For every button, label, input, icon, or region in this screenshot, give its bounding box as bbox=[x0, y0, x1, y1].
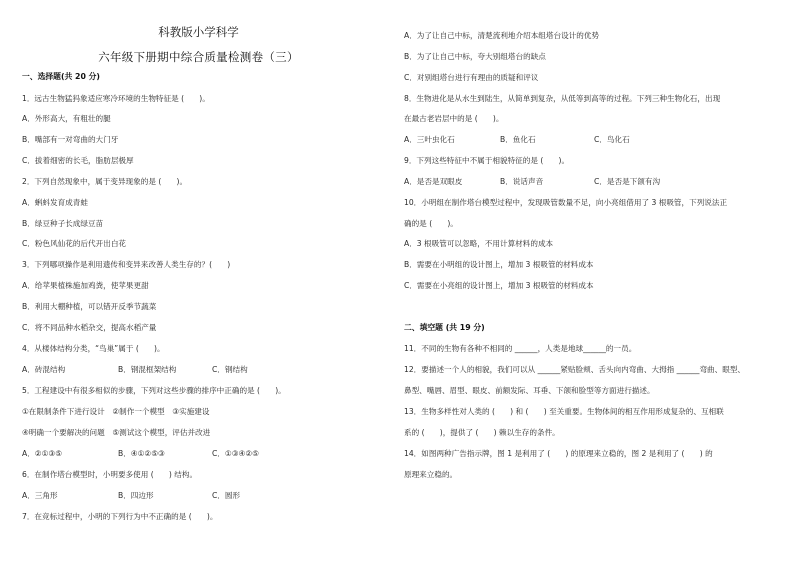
question-12-line-1: 12．要描述一个人的相貌，我们可以从 ______紧贴脸颊、舌头向内弯曲、大拇指 ______弯曲、眼型、 bbox=[404, 365, 746, 374]
q4-option-a: A．砖混结构 bbox=[22, 365, 66, 374]
question-8-line-1: 8．生物进化是从水生到陆生，从简单到复杂，从低等到高等的过程。下列三种生物化石，出现 bbox=[404, 94, 721, 103]
section-1-heading: 一、选择题(共 20 分) bbox=[22, 72, 100, 81]
question-9: 9．下列这些特征中不属于相貌特征的是 ( )。 bbox=[404, 156, 570, 165]
q1-option-b: B．嘴部有一对弯曲的大门牙 bbox=[22, 135, 119, 144]
exam-subtitle: 科教版小学科学 bbox=[158, 25, 239, 39]
question-12-line-2: 鼻型、嘴唇、眉型、眼皮、前额发际、耳垂、下颌和脸型等方面进行描述。 bbox=[404, 386, 655, 395]
q3-option-a: A．给苹果植株施加鸡粪，使苹果更甜 bbox=[22, 281, 149, 290]
q5-option-b: B．④①②⑤③ bbox=[118, 449, 165, 458]
question-4: 4．从楼体结构分类，“鸟巢”属于 ( )。 bbox=[22, 344, 165, 353]
q5-step-line-1: ①在限制条件下进行设计 ②制作一个模型 ③实施建设 bbox=[22, 407, 210, 416]
q2-option-c: C．粉色风仙花的后代开出白花 bbox=[22, 239, 127, 248]
q7-option-b: B．为了让自己中标，夸大别组塔台的缺点 bbox=[404, 52, 546, 61]
question-7: 7．在竞标过程中，小明的下列行为中不正确的是 ( )。 bbox=[22, 512, 218, 521]
question-11: 11．不同的生物有各种不相同的 ______，人类是地球______的一员。 bbox=[404, 344, 637, 353]
q6-option-b: B．四边形 bbox=[118, 491, 154, 500]
q9-option-b: B．说话声音 bbox=[500, 177, 544, 186]
question-13-line-1: 13．生物多样性对人类的 ( ) 和 ( ) 至关重要。生物体间的相互作用形成复杂的、互相联 bbox=[404, 407, 724, 416]
q10-option-a: A．3 根吸管可以忽略，不用计算材料的成本 bbox=[404, 239, 554, 248]
q1-option-a: A．外形高大，有粗壮的腿 bbox=[22, 114, 111, 123]
question-1: 1．远古生物猛犸象适应寒冷环境的生物特征是 ( )。 bbox=[22, 94, 210, 103]
q9-option-c: C．是否是下颌有沟 bbox=[594, 177, 661, 186]
question-5: 5．工程建设中有很多相似的步骤，下列对这些步骤的排序中正确的是 ( )。 bbox=[22, 386, 286, 395]
q8-option-b: B．鱼化石 bbox=[500, 135, 536, 144]
q1-option-c: C．拔着细密的长毛，脂肪层极厚 bbox=[22, 156, 134, 165]
q8-option-a: A．三叶虫化石 bbox=[404, 135, 455, 144]
q2-option-a: A．蝌蚪发育成青蛙 bbox=[22, 198, 88, 207]
question-13-line-2: 系的 ( )，提供了 ( ) 赖以生存的条件。 bbox=[404, 428, 560, 437]
q10-option-c: C．需要在小亮组的设计图上，增加 3 根吸管的材料成本 bbox=[404, 281, 594, 290]
q4-option-b: B．钢混框架结构 bbox=[118, 365, 177, 374]
q3-option-c: C．将不同品种水稻杂交，提高水稻产量 bbox=[22, 323, 157, 332]
q5-step-line-2: ④明确一个要解决的问题 ⑤测试这个模型，评估并改进 bbox=[22, 428, 211, 437]
question-10-line-1: 10．小明组在制作塔台模型过程中，发现吸管数量不足，向小亮组借用了 3 根吸管，下列说法正 bbox=[404, 198, 728, 207]
question-10-line-2: 确的是 ( )。 bbox=[404, 219, 458, 228]
q6-option-a: A．三角形 bbox=[22, 491, 58, 500]
q9-option-a: A．是否是双眼皮 bbox=[404, 177, 463, 186]
question-8-line-2: 在最古老岩层中的是 ( )。 bbox=[404, 114, 504, 123]
q8-option-c: C．鸟化石 bbox=[594, 135, 630, 144]
q3-option-b: B．利用大棚种植，可以错开反季节蔬菜 bbox=[22, 302, 157, 311]
q5-option-c: C．①③④②⑤ bbox=[212, 449, 259, 458]
question-14-line-1: 14．如图两种广告指示牌，图 1 是利用了 ( ) 的原理来立稳的，图 2 是利用了 ( ) 的 bbox=[404, 449, 713, 458]
question-2: 2．下列自然现象中，属于变异现象的是 ( )。 bbox=[22, 177, 188, 186]
exam-title: 六年级下册期中综合质量检测卷（三） bbox=[98, 50, 299, 64]
q6-option-c: C．圆形 bbox=[212, 491, 241, 500]
section-2-heading: 二、填空题 (共 19 分) bbox=[404, 323, 485, 332]
q7-option-a: A．为了让自己中标，清楚流利地介绍本组塔台设计的优势 bbox=[404, 31, 600, 40]
q2-option-b: B．绿豆种子长成绿豆苗 bbox=[22, 219, 104, 228]
question-6: 6．在制作塔台模型时，小明要多使用 ( ) 结构。 bbox=[22, 470, 198, 479]
q10-option-b: B．需要在小明组的设计图上，增加 3 根吸管的材料成本 bbox=[404, 260, 594, 269]
q7-option-c: C．对别组塔台进行有理由的质疑和评议 bbox=[404, 73, 539, 82]
question-3: 3．下列哪项操作是利用遗传和变异来改善人类生存的？( ) bbox=[22, 260, 231, 269]
question-14-line-2: 原理来立稳的。 bbox=[404, 470, 458, 479]
q4-option-c: C．钢结构 bbox=[212, 365, 248, 374]
q5-option-a: A．②①③⑤ bbox=[22, 449, 63, 458]
